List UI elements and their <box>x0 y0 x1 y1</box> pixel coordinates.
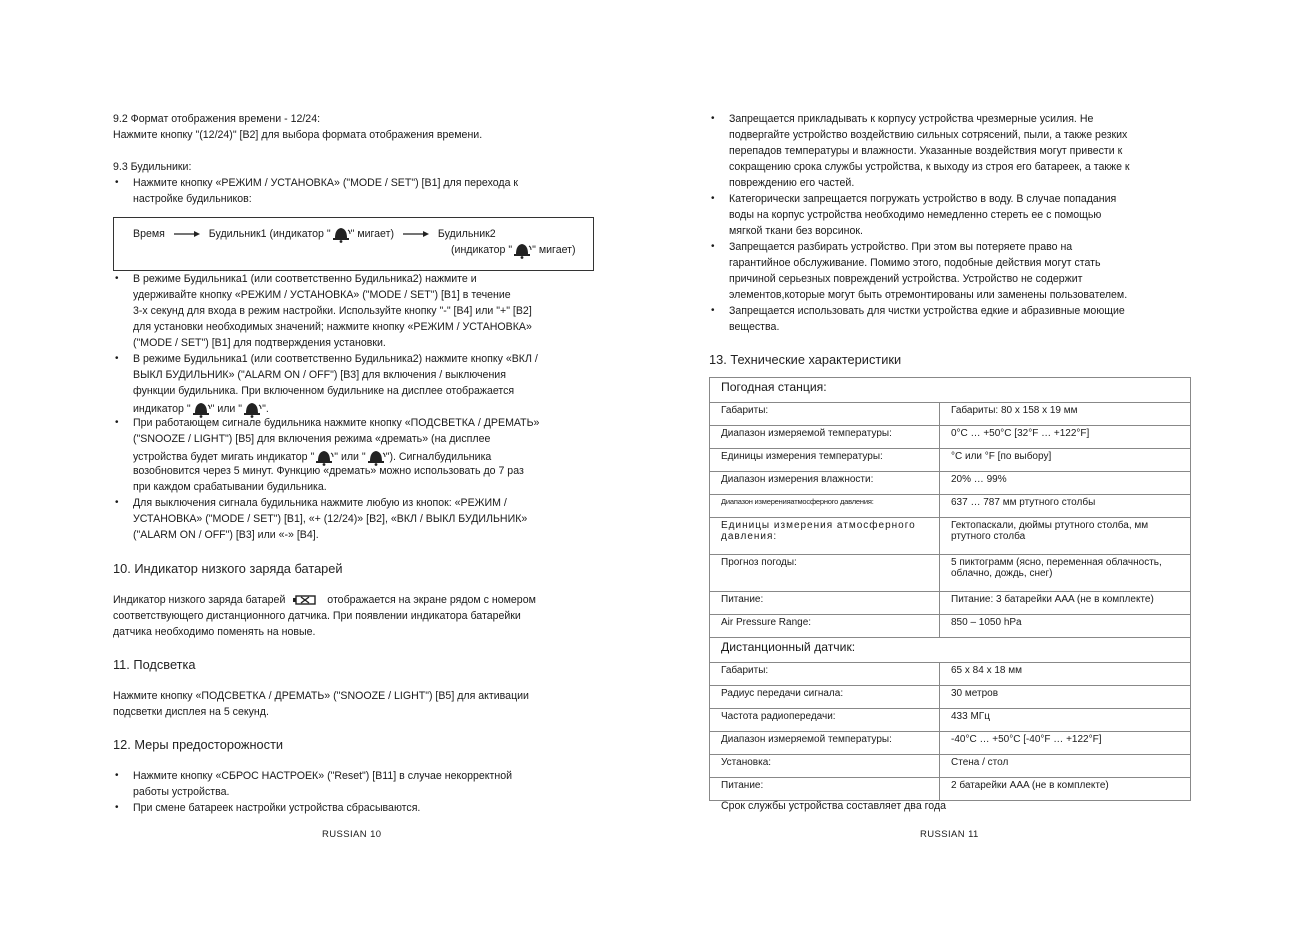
list-item-line: функции будильника. При включенном будильнике на дисплее отображается <box>133 385 515 397</box>
bullet: • <box>711 305 715 316</box>
list-item-line: При смене батареек настройки устройства сбрасываются. <box>133 802 421 814</box>
list-item-line: сокращению срока службы устройства, к выходу из строя его батареек, а также к <box>729 161 1130 173</box>
bullet: • <box>115 353 119 364</box>
list-item-line: Категорически запрещается погружать устройство в воду. В случае попадания <box>729 193 1117 205</box>
table-row <box>710 686 1191 709</box>
paragraph-10-line: датчика необходимо поменять на новые. <box>113 626 316 638</box>
list-item-line: работы устройства. <box>133 786 230 798</box>
table-cell-value: 637 … 787 мм ртутного столбы <box>940 495 1191 518</box>
table-cell-value: 65 x 84 x 18 мм <box>940 663 1191 686</box>
bullet: • <box>115 177 119 188</box>
table-cell-label: Диапазон измеряемой температуры: <box>710 426 940 449</box>
table-cell-label: Диапазон измерения влажности: <box>710 472 940 495</box>
section-9-2-title: 9.2 Формат отображения времени - 12/24: <box>113 113 321 125</box>
table-cell-value: 5 пиктограмм (ясно, переменная облачность, облачно, дождь, снег) <box>940 555 1191 592</box>
table-cell-label: Питание: <box>710 592 940 615</box>
list-item-line: В режиме Будильника1 (или соответственно Будильника2) нажмите кнопку «ВКЛ / <box>133 353 538 365</box>
paragraph-11-line: подсветки дисплея на 5 секунд. <box>113 706 269 718</box>
list-item-line: причиной серьезных повреждений устройства. Устройство не содержит <box>729 273 1083 285</box>
paragraph-11-line: Нажмите кнопку «ПОДСВЕТКА / ДРЕМАТЬ» ("SNOOZE / LIGHT") [B5] для активации <box>113 690 529 702</box>
table-row <box>710 449 1191 472</box>
indicator-text: индикатор " <box>133 402 191 415</box>
list-item-line: возобновится через 5 минут. Функцию «дремать» можно использовать до 7 раз <box>133 465 524 477</box>
heading-12: 12. Меры предосторожности <box>113 737 284 752</box>
table-cell-label: Единицы измерения температуры: <box>710 449 940 472</box>
list-item-line: перепадов температуры и влажности. Указанные воздействия могут привести к <box>729 145 1123 157</box>
bullet: • <box>115 273 119 284</box>
table-cell-label: Прогноз погоды: <box>710 555 940 592</box>
paragraph-10-line: соответствующего дистанционного датчика. При появлении индикатора батарейки <box>113 610 521 622</box>
table-row <box>710 495 1191 518</box>
table-cell-label: Радиус передачи сигнала: <box>710 686 940 709</box>
list-item-line: При работающем сигнале будильника нажмите кнопку «ПОДСВЕТКА / ДРЕМАТЬ» <box>133 417 540 429</box>
bullet: • <box>711 241 715 252</box>
table-row <box>710 709 1191 732</box>
page-footer: RUSSIAN 11 <box>920 829 979 840</box>
list-item-line: Нажмите кнопку «СБРОС НАСТРОЕК» ("Reset") [B11] в случае некорректной <box>133 770 513 782</box>
indicator-text: " или " <box>210 402 243 415</box>
paragraph-text: Индикатор низкого заряда батарей <box>113 594 286 606</box>
time-label: Время <box>133 227 165 240</box>
arrow-right-icon <box>403 230 429 238</box>
indicator-label: (индикатор " <box>451 243 513 256</box>
table-section-header: Дистанционный датчик: <box>710 638 1191 663</box>
list-item-line: настройке будильников: <box>133 193 252 205</box>
table-row <box>710 663 1191 686</box>
table-section-header: Погодная станция: <box>710 378 1191 403</box>
list-item-line: 3-х секунд для входа в режим настройки. Используйте кнопку "-" [B4] или "+" [B2] <box>133 305 532 317</box>
table-cell-value: 20% … 99% <box>940 472 1191 495</box>
bullet: • <box>115 770 119 781</box>
indicator-text: устройства будет мигать индикатор " <box>133 450 315 463</box>
table-cell-value: Питание: 3 батарейки AAA (не в комплекте) <box>940 592 1191 615</box>
table-cell-value: 30 метров <box>940 686 1191 709</box>
indicator-text: ". <box>262 402 269 415</box>
heading-13: 13. Технические характеристики <box>709 352 902 367</box>
list-item-line: ("MODE / SET") [B1] для подтверждения установки. <box>133 337 386 349</box>
table-row <box>710 426 1191 449</box>
table-row <box>710 732 1191 755</box>
list-item-line: вещества. <box>729 321 780 333</box>
list-item-line: ("SNOOZE / LIGHT") [B5] для включения режима «дремать» (на дисплее <box>133 433 491 445</box>
alarm1-label: Будильник1 (индикатор " <box>208 227 331 240</box>
bullet: • <box>115 497 119 508</box>
table-cell-value: 433 МГц <box>940 709 1191 732</box>
table-row <box>710 592 1191 615</box>
spec-table <box>709 377 1191 801</box>
list-item-line: Запрещается разбирать устройство. При этом вы потеряете право на <box>729 241 1073 253</box>
table-cell-label: Габариты: <box>710 663 940 686</box>
table-cell-label: Габариты: <box>710 403 940 426</box>
list-item-line: элементов,которые могут быть отремонтированы или заменены пользователем. <box>729 289 1128 301</box>
list-item-line: Для выключения сигнала будильника нажмите любую из кнопок: «РЕЖИМ / <box>133 497 507 509</box>
battery-icon <box>293 594 319 606</box>
table-cell-value: °C или °F [по выбору] <box>940 449 1191 472</box>
indicator-text: "). Сигналбудильника <box>385 450 492 463</box>
list-item-line: ВЫКЛ БУДИЛЬНИК» ("ALARM ON / OFF") [B3] для включения / выключения <box>133 369 506 381</box>
arrow-right-icon <box>174 230 200 238</box>
alarm2-label: Будильник2 <box>437 227 496 240</box>
table-cell-label: Единицы измерения атмосферного давления: <box>710 518 940 555</box>
table-cell-value: 2 батарейки AAA (не в комплекте) <box>940 778 1191 801</box>
table-cell-label: Диапазон измеренияатмосферного давления: <box>710 495 940 518</box>
paragraph-text: отображается на экране рядом с номером <box>327 594 536 606</box>
table-row <box>710 403 1191 426</box>
table-cell-label: Частота радиопередачи: <box>710 709 940 732</box>
alarm-bell-icon <box>512 241 532 259</box>
table-row <box>710 778 1191 801</box>
bullet: • <box>711 113 715 124</box>
list-item-line: УСТАНОВКА» ("MODE / SET") [B1], «+ (12/24)» [B2], «ВКЛ / ВЫКЛ БУДИЛЬНИК» <box>133 513 528 525</box>
page-footer: RUSSIAN 10 <box>322 829 382 840</box>
list-item-line: подвергайте устройство воздействию сильных сотрясений, пыли, а также резких <box>729 129 1128 141</box>
list-item-line: для установки необходимых значений; нажмите кнопку «РЕЖИМ / УСТАНОВКА» <box>133 321 532 333</box>
list-item-line: воды на корпус устройства необходимо немедленно стереть ее с помощью <box>729 209 1102 221</box>
table-row <box>710 755 1191 778</box>
heading-10: 10. Индикатор низкого заряда батарей <box>113 561 343 576</box>
table-cell-value: 0°C … +50°C [32°F … +122°F] <box>940 426 1191 449</box>
bullet: • <box>115 417 119 428</box>
list-item-line: повреждению его частей. <box>729 177 855 189</box>
service-life-note: Срок службы устройства составляет два года <box>721 800 947 812</box>
table-row <box>710 555 1191 592</box>
list-item-line: Запрещается прикладывать к корпусу устройства чрезмерные усилия. Не <box>729 113 1094 125</box>
table-cell-value: 850 – 1050 hPa <box>940 615 1191 638</box>
table-cell-value: Стена / стол <box>940 755 1191 778</box>
indicator-blink-label: " мигает) <box>532 243 576 256</box>
indicator-text: " или " <box>334 450 366 463</box>
list-item-line: В режиме Будильника1 (или соответственно Будильника2) нажмите и <box>133 273 477 285</box>
table-row <box>710 615 1191 638</box>
list-item-line: мягкой ткани без ворсинок. <box>729 225 863 237</box>
table-cell-label: Диапазон измеряемой температуры: <box>710 732 940 755</box>
table-cell-label: Установка: <box>710 755 940 778</box>
table-cell-label: Air Pressure Range: <box>710 615 940 638</box>
paragraph-10-line <box>113 592 536 608</box>
table-cell-value: -40°C … +50°C [-40°F … +122°F] <box>940 732 1191 755</box>
bullet: • <box>711 193 715 204</box>
section-9-3-title: 9.3 Будильники: <box>113 161 192 173</box>
table-row <box>710 472 1191 495</box>
list-item-line: Нажмите кнопку «РЕЖИМ / УСТАНОВКА» ("MODE / SET") [B1] для перехода к <box>133 177 519 189</box>
list-item-line: гарантийное обслуживание. Помимо этого, подобные действия могут стать <box>729 257 1101 269</box>
alarm-sequence-line-1 <box>133 225 496 243</box>
list-item-line: Запрещается использовать для чистки устройства едкие и абразивные моющие <box>729 305 1125 317</box>
table-cell-label: Питание: <box>710 778 940 801</box>
table-cell-value: Гектопаскали, дюймы ртутного столба, мм ртутного столба <box>940 518 1191 555</box>
table-cell-value: Габариты: 80 x 158 x 19 мм <box>940 403 1191 426</box>
bullet: • <box>115 802 119 813</box>
list-item-line: ("ALARM ON / OFF") [B3] или «-» [B4]. <box>133 529 319 541</box>
list-item-line: при каждом срабатывании будильника. <box>133 481 327 493</box>
alarm-sequence-line-2 <box>451 241 576 259</box>
table-row <box>710 518 1191 555</box>
alarm-bell-icon <box>331 225 351 243</box>
section-9-2-text: Нажмите кнопку "(12/24)" [B2] для выбора формата отображения времени. <box>113 129 483 141</box>
list-item-line: удерживайте кнопку «РЕЖИМ / УСТАНОВКА» ("MODE / SET") [B1] в течение <box>133 289 511 301</box>
heading-11: 11. Подсветка <box>113 657 196 672</box>
alarm1-blink-label: " мигает) <box>350 227 394 240</box>
